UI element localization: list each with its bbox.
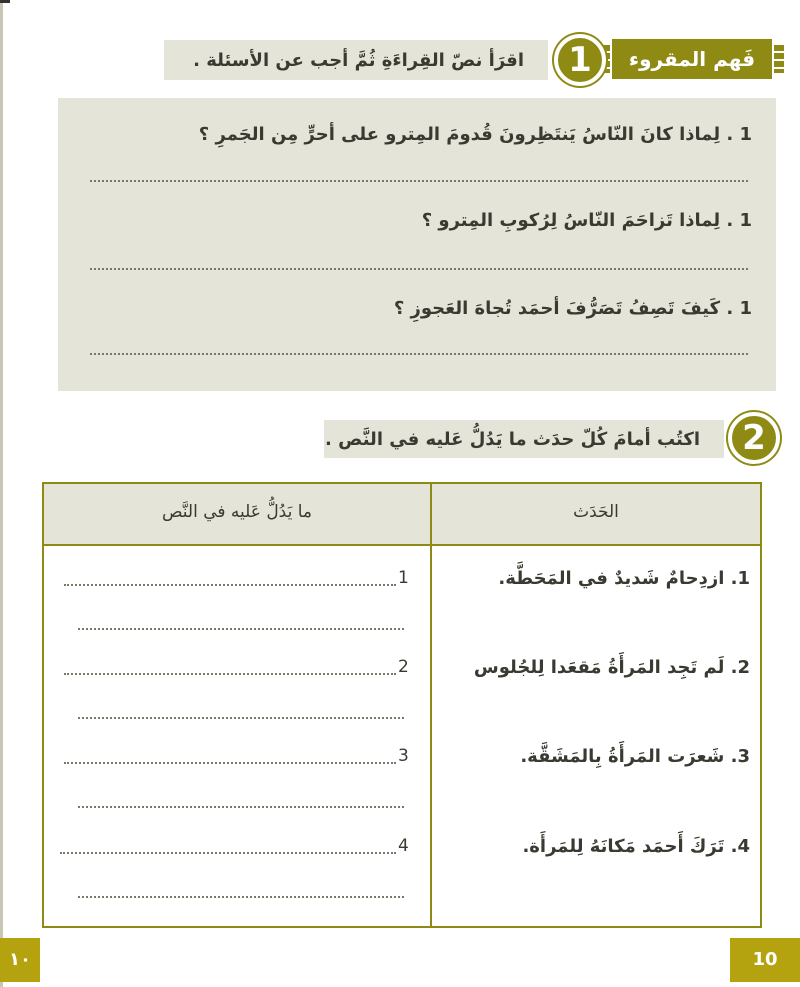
section-2-badge: 2 bbox=[728, 412, 780, 464]
header-evidence: ما يَدُلُّ عَليه في النَّص bbox=[161, 502, 313, 522]
evidence-line-3b[interactable] bbox=[78, 806, 404, 808]
header-event: الحَدَث bbox=[573, 502, 619, 522]
evidence-line-4b[interactable] bbox=[78, 896, 404, 898]
section-1-badge: 1 bbox=[554, 34, 606, 86]
page-number: 10 bbox=[730, 938, 800, 982]
evidence-line-1b[interactable] bbox=[78, 628, 404, 630]
evidence-number-2: 2 bbox=[398, 657, 409, 677]
evidence-line-3a[interactable] bbox=[64, 762, 396, 764]
question-3: 1 . كَيفَ تَصِفُ تَصَرُّفَ أحمَد تُجاهَ العَجوزِ ؟ bbox=[393, 298, 752, 319]
event-1: 1. ازدِحامٌ شَديدٌ في المَحَطَّة. bbox=[498, 568, 750, 589]
section-1-instruction: اقرَأ نصّ القِراءَةِ ثُمَّ أجب عن الأسئلة . bbox=[164, 40, 548, 80]
section-2-instruction: اكتُب أمامَ كُلّ حدَث ما يَدُلُّ عَليه في النَّص . bbox=[324, 420, 724, 458]
section-title: فَهم المقروء bbox=[612, 39, 772, 79]
questions-panel bbox=[58, 98, 776, 391]
evidence-line-1a[interactable] bbox=[64, 584, 396, 586]
table-header bbox=[44, 484, 760, 546]
event-2: 2. لَم تَجِد المَرأَةُ مَقعَدا لِلجُلوس bbox=[473, 657, 750, 678]
question-2: 1 . لِماذا تَزاحَمَ النّاسُ لِرُكوبِ المِترو ؟ bbox=[421, 210, 752, 231]
answer-line-3[interactable] bbox=[90, 353, 748, 355]
evidence-number-1: 1 bbox=[398, 568, 409, 588]
evidence-number-4: 4 bbox=[398, 836, 409, 856]
page-edge bbox=[0, 0, 3, 987]
evidence-line-2a[interactable] bbox=[64, 673, 396, 675]
page-number-arabic: ١٠ bbox=[0, 938, 40, 982]
corner-mark bbox=[0, 0, 10, 3]
event-3: 3. شَعرَت المَرأَةُ بِالمَشَقَّة. bbox=[520, 746, 750, 767]
evidence-line-2b[interactable] bbox=[78, 717, 404, 719]
evidence-line-4a[interactable] bbox=[60, 852, 396, 854]
question-1: 1 . لِماذا كانَ النّاسُ يَنتَظِرونَ قُدومَ المِترو على أحرٍّ مِن الجَمرِ ؟ bbox=[198, 124, 752, 145]
column-divider bbox=[430, 484, 432, 926]
event-4: 4. تَرَكَ أَحمَد مَكانَهُ لِلمَرأَة. bbox=[522, 836, 750, 857]
events-table bbox=[42, 482, 762, 928]
answer-line-1[interactable] bbox=[90, 180, 748, 182]
evidence-number-3: 3 bbox=[398, 746, 409, 766]
answer-line-2[interactable] bbox=[90, 268, 748, 270]
